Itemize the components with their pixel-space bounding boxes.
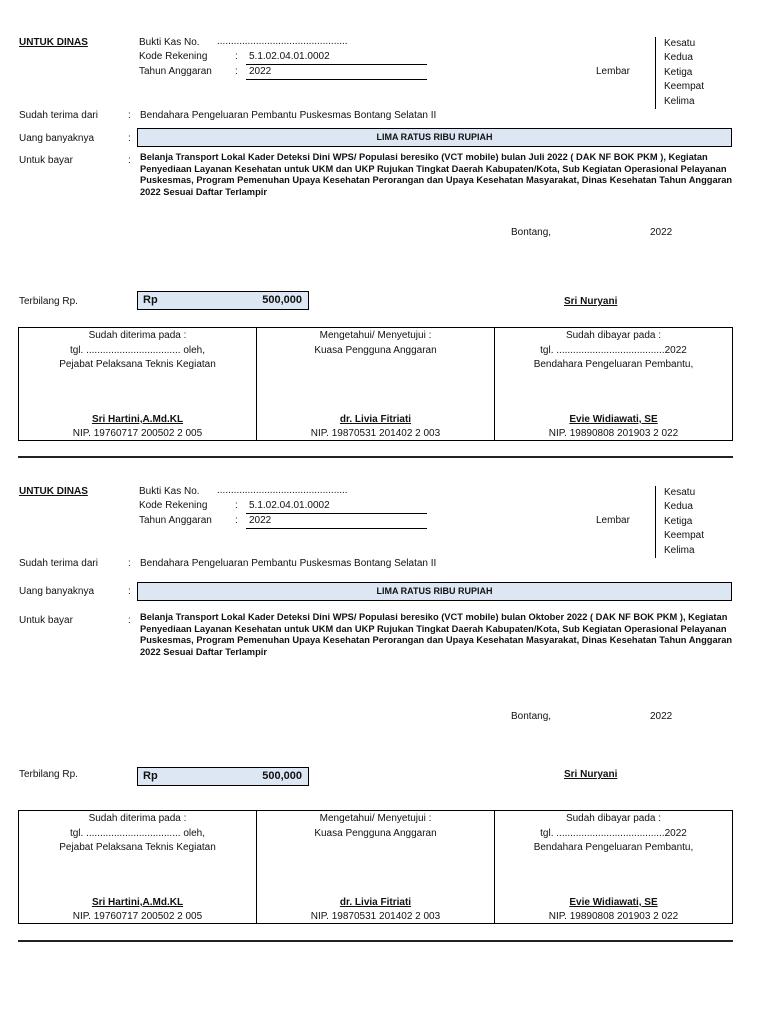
lembar-list xyxy=(655,37,704,109)
place: Bontang, xyxy=(511,227,552,238)
sig-line-2: tgl. .......................................2022 xyxy=(540,345,687,356)
underline xyxy=(246,528,427,529)
lembar-item: Kedua xyxy=(664,52,693,64)
colon: : xyxy=(128,110,131,121)
amount-box xyxy=(137,291,309,310)
bukti-kas-dots: ............................................... xyxy=(217,36,348,47)
date-year: 2022 xyxy=(650,227,673,238)
underline xyxy=(246,513,427,514)
bukti-kas-label: Bukti Kas No. xyxy=(139,37,200,48)
sig-line-3: Pejabat Pelaksana Teknis Kegiatan xyxy=(59,842,216,853)
lembar-item: Kelima xyxy=(664,544,695,556)
colon: : xyxy=(128,615,131,626)
currency: Rp xyxy=(143,294,158,306)
amount-words-box: LIMA RATUS RIBU RUPIAH xyxy=(137,128,732,147)
tahun-value: 2022 xyxy=(249,66,272,77)
place: Bontang, xyxy=(511,711,552,722)
lembar-label: Lembar xyxy=(596,515,630,526)
terima-dari-label: Sudah terima dari xyxy=(19,110,98,121)
signatory-nip: NIP. 19870531 201402 2 003 xyxy=(310,911,441,922)
signatory-name: Sri Hartini,A.Md.KL xyxy=(91,414,184,425)
sig-line-1: Sudah diterima pada : xyxy=(88,813,187,824)
lembar-item: Keempat xyxy=(664,81,705,93)
colon: : xyxy=(235,66,238,77)
sig-line-2: Kuasa Pengguna Anggaran xyxy=(314,828,437,839)
kode-rekening-value: 5.1.02.04.01.0002 xyxy=(249,500,330,511)
uang-label: Uang banyaknya xyxy=(19,586,95,597)
underline xyxy=(246,64,427,65)
tahun-label: Tahun Anggaran xyxy=(139,515,212,526)
signature-table xyxy=(18,327,733,441)
tahun-label: Tahun Anggaran xyxy=(139,66,212,77)
bukti-kas-dots: ............................................... xyxy=(217,485,348,496)
terima-dari-label: Sudah terima dari xyxy=(19,558,98,569)
tahun-value: 2022 xyxy=(249,515,272,526)
colon: : xyxy=(235,51,238,62)
signatory-name: Evie Widiawati, SE xyxy=(569,414,658,425)
signatory-name: dr. Livia Fitriati xyxy=(339,897,412,908)
lembar-item: Keempat xyxy=(664,530,705,542)
terima-dari-value: Bendahara Pengeluaran Pembantu Puskesmas Bontang Selatan II xyxy=(140,110,437,121)
bukti-kas-label: Bukti Kas No. xyxy=(139,486,200,497)
sig-line-1: Mengetahui/ Menyetujui : xyxy=(319,330,432,341)
signatory-nip: NIP. 19890808 201903 2 022 xyxy=(548,428,679,439)
amount-value: 500,000 xyxy=(262,294,302,306)
lembar-list xyxy=(655,486,704,558)
receipt-title: UNTUK DINAS xyxy=(19,486,88,497)
kode-rekening-value: 5.1.02.04.01.0002 xyxy=(249,51,330,62)
amount-value: 500,000 xyxy=(262,770,302,782)
lembar-item: Kelima xyxy=(664,95,695,107)
signatory-nip: NIP. 19760717 200502 2 005 xyxy=(72,911,203,922)
sig-line-3: Pejabat Pelaksana Teknis Kegiatan xyxy=(59,359,216,370)
untuk-bayar-label: Untuk bayar xyxy=(19,615,73,626)
recipient-name: Sri Nuryani xyxy=(564,296,618,307)
lembar-label: Lembar xyxy=(596,66,630,77)
signature-cell xyxy=(257,811,495,923)
signatory-nip: NIP. 19870531 201402 2 003 xyxy=(310,428,441,439)
terbilang-label: Terbilang Rp. xyxy=(19,296,78,307)
colon: : xyxy=(235,500,238,511)
sig-line-2: Kuasa Pengguna Anggaran xyxy=(314,345,437,356)
lembar-item: Kesatu xyxy=(664,487,696,498)
lembar-item: Kedua xyxy=(664,501,693,513)
purpose-text: Belanja Transport Lokal Kader Deteksi Dini WPS/ Populasi beresiko (VCT mobile) bulan Juli 2022 ( DAK NF BOK PKM ), Kegiatan Penyediaan Layanan Kesehatan untuk UKM dan UKP Rujukan Tingkat Daerah Kabupaten/Kota, Sub Kegiatan Operasional Pelayanan Puskesmas, Program Pemenuhan Upaya Kesehatan Perorangan dan Upaya Kesehatan Masyarakat, Dinas Kesehatan Tahun Anggaran 2022 Sesuai Daftar Terlampir xyxy=(140,152,733,197)
colon: : xyxy=(235,515,238,526)
kode-rekening-label: Kode Rekening xyxy=(139,51,208,62)
sig-line-2: tgl. .................................. oleh, xyxy=(69,828,206,839)
sig-line-1: Sudah diterima pada : xyxy=(88,330,187,341)
amount-box xyxy=(137,767,309,786)
signature-cell xyxy=(19,811,257,923)
receipt-2 xyxy=(0,454,768,924)
amount-words-box: LIMA RATUS RIBU RUPIAH xyxy=(137,582,732,601)
date-year: 2022 xyxy=(650,711,673,722)
purpose-text: Belanja Transport Lokal Kader Deteksi Dini WPS/ Populasi beresiko (VCT mobile) bulan Oktober 2022 ( DAK NF BOK PKM ), Kegiatan Penyediaan Layanan Kesehatan untuk UKM dan UKP Rujukan Tingkat Daerah Kabupaten/Kota, Sub Kegiatan Operasional Pelayanan Puskesmas, Program Pemenuhan Upaya Kesehatan Perorangan dan Upaya Kesehatan Masyarakat, Dinas Kesehatan Tahun Anggaran 2022 Sesuai Daftar Terlampir xyxy=(140,612,733,657)
recipient-name: Sri Nuryani xyxy=(564,769,618,780)
uang-label: Uang banyaknya xyxy=(19,133,95,144)
currency: Rp xyxy=(143,770,158,782)
divider xyxy=(18,940,733,942)
signatory-name: dr. Livia Fitriati xyxy=(339,414,412,425)
sig-line-1: Sudah dibayar pada : xyxy=(565,330,662,341)
terima-dari-value: Bendahara Pengeluaran Pembantu Puskesmas Bontang Selatan II xyxy=(140,558,437,569)
signature-cell xyxy=(19,328,257,440)
receipt-1 xyxy=(0,0,768,470)
sig-line-3: Bendahara Pengeluaran Pembantu, xyxy=(533,842,694,853)
signatory-name: Sri Hartini,A.Md.KL xyxy=(91,897,184,908)
colon: : xyxy=(128,558,131,569)
colon: : xyxy=(128,155,131,166)
sig-line-3: Bendahara Pengeluaran Pembantu, xyxy=(533,359,694,370)
sig-line-2: tgl. .......................................2022 xyxy=(540,828,687,839)
signature-cell xyxy=(495,811,732,923)
lembar-item: Ketiga xyxy=(664,515,693,527)
lembar-item: Ketiga xyxy=(664,66,693,78)
signatory-nip: NIP. 19760717 200502 2 005 xyxy=(72,428,203,439)
sig-line-1: Sudah dibayar pada : xyxy=(565,813,662,824)
sig-line-2: tgl. .................................. oleh, xyxy=(69,345,206,356)
signature-cell xyxy=(257,328,495,440)
receipt-title: UNTUK DINAS xyxy=(19,37,88,48)
untuk-bayar-label: Untuk bayar xyxy=(19,155,73,166)
underline xyxy=(246,79,427,80)
signatory-nip: NIP. 19890808 201903 2 022 xyxy=(548,911,679,922)
kode-rekening-label: Kode Rekening xyxy=(139,500,208,511)
colon: : xyxy=(128,586,131,597)
signature-cell xyxy=(495,328,732,440)
colon: : xyxy=(128,133,131,144)
signature-table xyxy=(18,810,733,924)
sig-line-1: Mengetahui/ Menyetujui : xyxy=(319,813,432,824)
terbilang-label: Terbilang Rp. xyxy=(19,769,78,780)
lembar-item: Kesatu xyxy=(664,38,696,49)
signatory-name: Evie Widiawati, SE xyxy=(569,897,658,908)
